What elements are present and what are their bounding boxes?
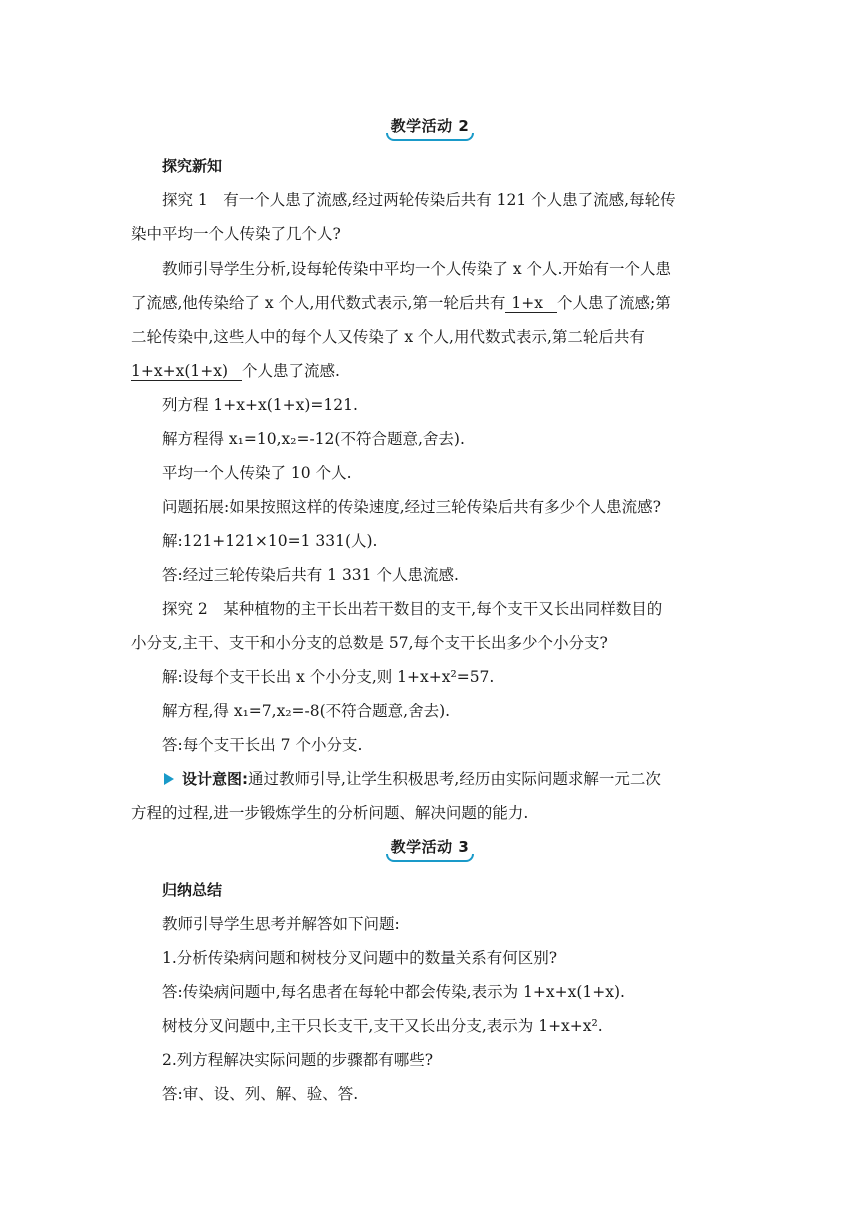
section-heading-activity-2 bbox=[0, 115, 860, 137]
solution-line: 解方程得 x₁=10,x₂=-12(不符合题意,舍去). bbox=[162, 430, 465, 448]
paragraph-analysis-line-4 bbox=[131, 360, 731, 382]
design-intent-label: 设计意图: bbox=[182, 770, 248, 788]
question-1-answer-line-1: 答:传染病问题中,每名患者在每轮中都会传染,表示为 1+x+x(1+x). bbox=[162, 983, 625, 1001]
triangle-bullet-icon bbox=[164, 773, 174, 785]
design-intent-line-2: 方程的过程,进一步锻炼学生的分析问题、解决问题的能力. bbox=[131, 804, 529, 822]
equation-line: 列方程 1+x+x(1+x)=121. bbox=[162, 396, 358, 414]
activity-2-title: 教学活动 2 bbox=[388, 115, 473, 137]
explore-heading: 探究新知 bbox=[162, 157, 223, 175]
paragraph-analysis-line-3: 二轮传染中,这些人中的每个人又传染了 x 个人,用代数式表示,第二轮后共有 bbox=[131, 328, 645, 346]
paragraph-explore-1-line-1: 探究 1 有一个人患了流感,经过两轮传染后共有 121 个人患了流感,每轮传 bbox=[162, 191, 676, 209]
extension-question: 问题拓展:如果按照这样的传染速度,经过三轮传染后共有多少个人患流感? bbox=[162, 498, 661, 516]
analysis-text: 个人患了流感;第 bbox=[556, 294, 671, 312]
questions-intro: 教师引导学生思考并解答如下问题: bbox=[162, 915, 400, 933]
question-2: 2.列方程解决实际问题的步骤都有哪些? bbox=[162, 1051, 434, 1069]
extension-answer: 答:经过三轮传染后共有 1 331 个人患流感. bbox=[162, 566, 459, 584]
analysis-text: 了流感,他传染给了 x 个人,用代数式表示,第一轮后共有 bbox=[131, 294, 506, 312]
paragraph-analysis-line-1: 教师引导学生分析,设每轮传染中平均一个人传染了 x 个人.开始有一个人患 bbox=[162, 260, 671, 278]
activity-3-title: 教学活动 3 bbox=[388, 836, 473, 858]
explore-2-answer: 答:每个支干长出 7 个小分支. bbox=[162, 736, 363, 754]
paragraph-explore-1-line-2: 染中平均一个人传染了几个人? bbox=[131, 225, 341, 243]
answer-line: 平均一个人传染了 10 个人. bbox=[162, 464, 352, 482]
question-1-answer-line-2: 树枝分叉问题中,主干只长支干,支干又长出分支,表示为 1+x+x². bbox=[162, 1017, 603, 1035]
question-2-answer: 答:审、设、列、解、验、答. bbox=[162, 1085, 359, 1103]
section-heading-activity-3 bbox=[0, 836, 860, 858]
question-1: 1.分析传染病问题和树枝分叉问题中的数量关系有何区别? bbox=[162, 949, 558, 967]
summary-heading: 归纳总结 bbox=[162, 881, 223, 899]
paragraph-explore-2-line-1: 探究 2 某种植物的主干长出若干数目的支干,每个支干又长出同样数目的 bbox=[162, 600, 663, 618]
extension-solution: 解:121+121×10=1 331(人). bbox=[162, 532, 378, 550]
fill-blank-answer: 1+x+x(1+x) bbox=[131, 362, 242, 381]
explore-2-solve: 解方程,得 x₁=7,x₂=-8(不符合题意,舍去). bbox=[162, 702, 451, 720]
paragraph-analysis-line-2 bbox=[131, 292, 731, 314]
explore-2-solution: 解:设每个支干长出 x 个小分支,则 1+x+x²=57. bbox=[162, 668, 495, 686]
paragraph-explore-2-line-2: 小分支,主干、支干和小分支的总数是 57,每个支干长出多少个小分支? bbox=[131, 634, 608, 652]
analysis-text: 个人患了流感. bbox=[242, 362, 340, 380]
design-intent-text: 通过教师引导,让学生积极思考,经历由实际问题求解一元二次 bbox=[248, 770, 661, 788]
design-intent-line-1 bbox=[164, 768, 764, 790]
fill-blank-answer: 1+x bbox=[505, 294, 557, 313]
